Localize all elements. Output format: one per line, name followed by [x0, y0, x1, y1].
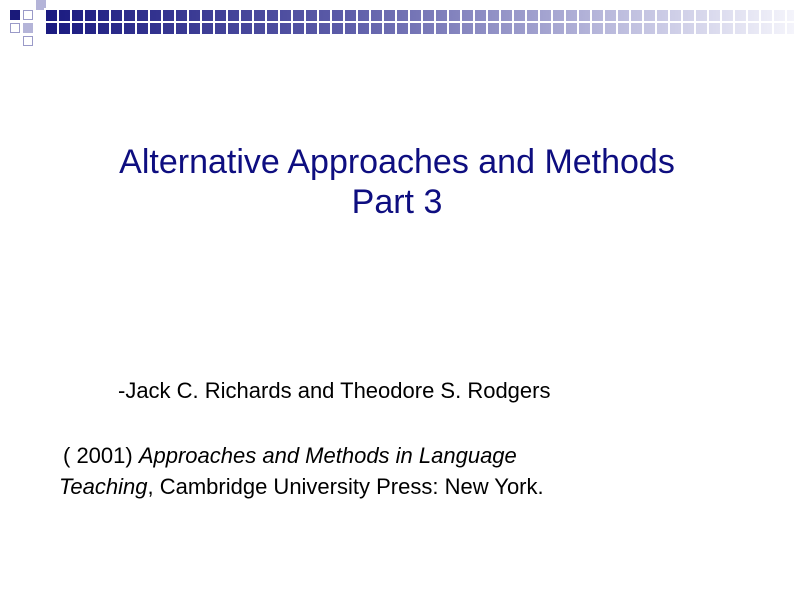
- citation-line2: [59, 471, 544, 502]
- citation-book-title-part1: Approaches and Methods in Language: [138, 443, 517, 468]
- citation-year: ( 2001): [63, 443, 139, 468]
- slide-title-line2: Part 3: [351, 183, 443, 221]
- header-band: [44, 8, 794, 34]
- decor-square-outline: [23, 36, 33, 46]
- authors-line: -Jack C. Richards and Theodore S. Rodgers: [118, 378, 551, 403]
- citation: [59, 440, 544, 502]
- header-band-grid: [44, 8, 794, 34]
- citation-publisher: , Cambridge University Press: New York.: [147, 474, 544, 499]
- slide-title: [0, 142, 794, 222]
- decor-square-light: [23, 23, 33, 33]
- decor-square-dark: [10, 10, 20, 20]
- decor-square-outline: [10, 23, 20, 33]
- slide-title-line1: Alternative Approaches and Methods: [119, 143, 675, 181]
- decor-square-outline: [23, 10, 33, 20]
- citation-book-title-part2: Teaching: [59, 474, 148, 499]
- citation-line1: [59, 440, 544, 471]
